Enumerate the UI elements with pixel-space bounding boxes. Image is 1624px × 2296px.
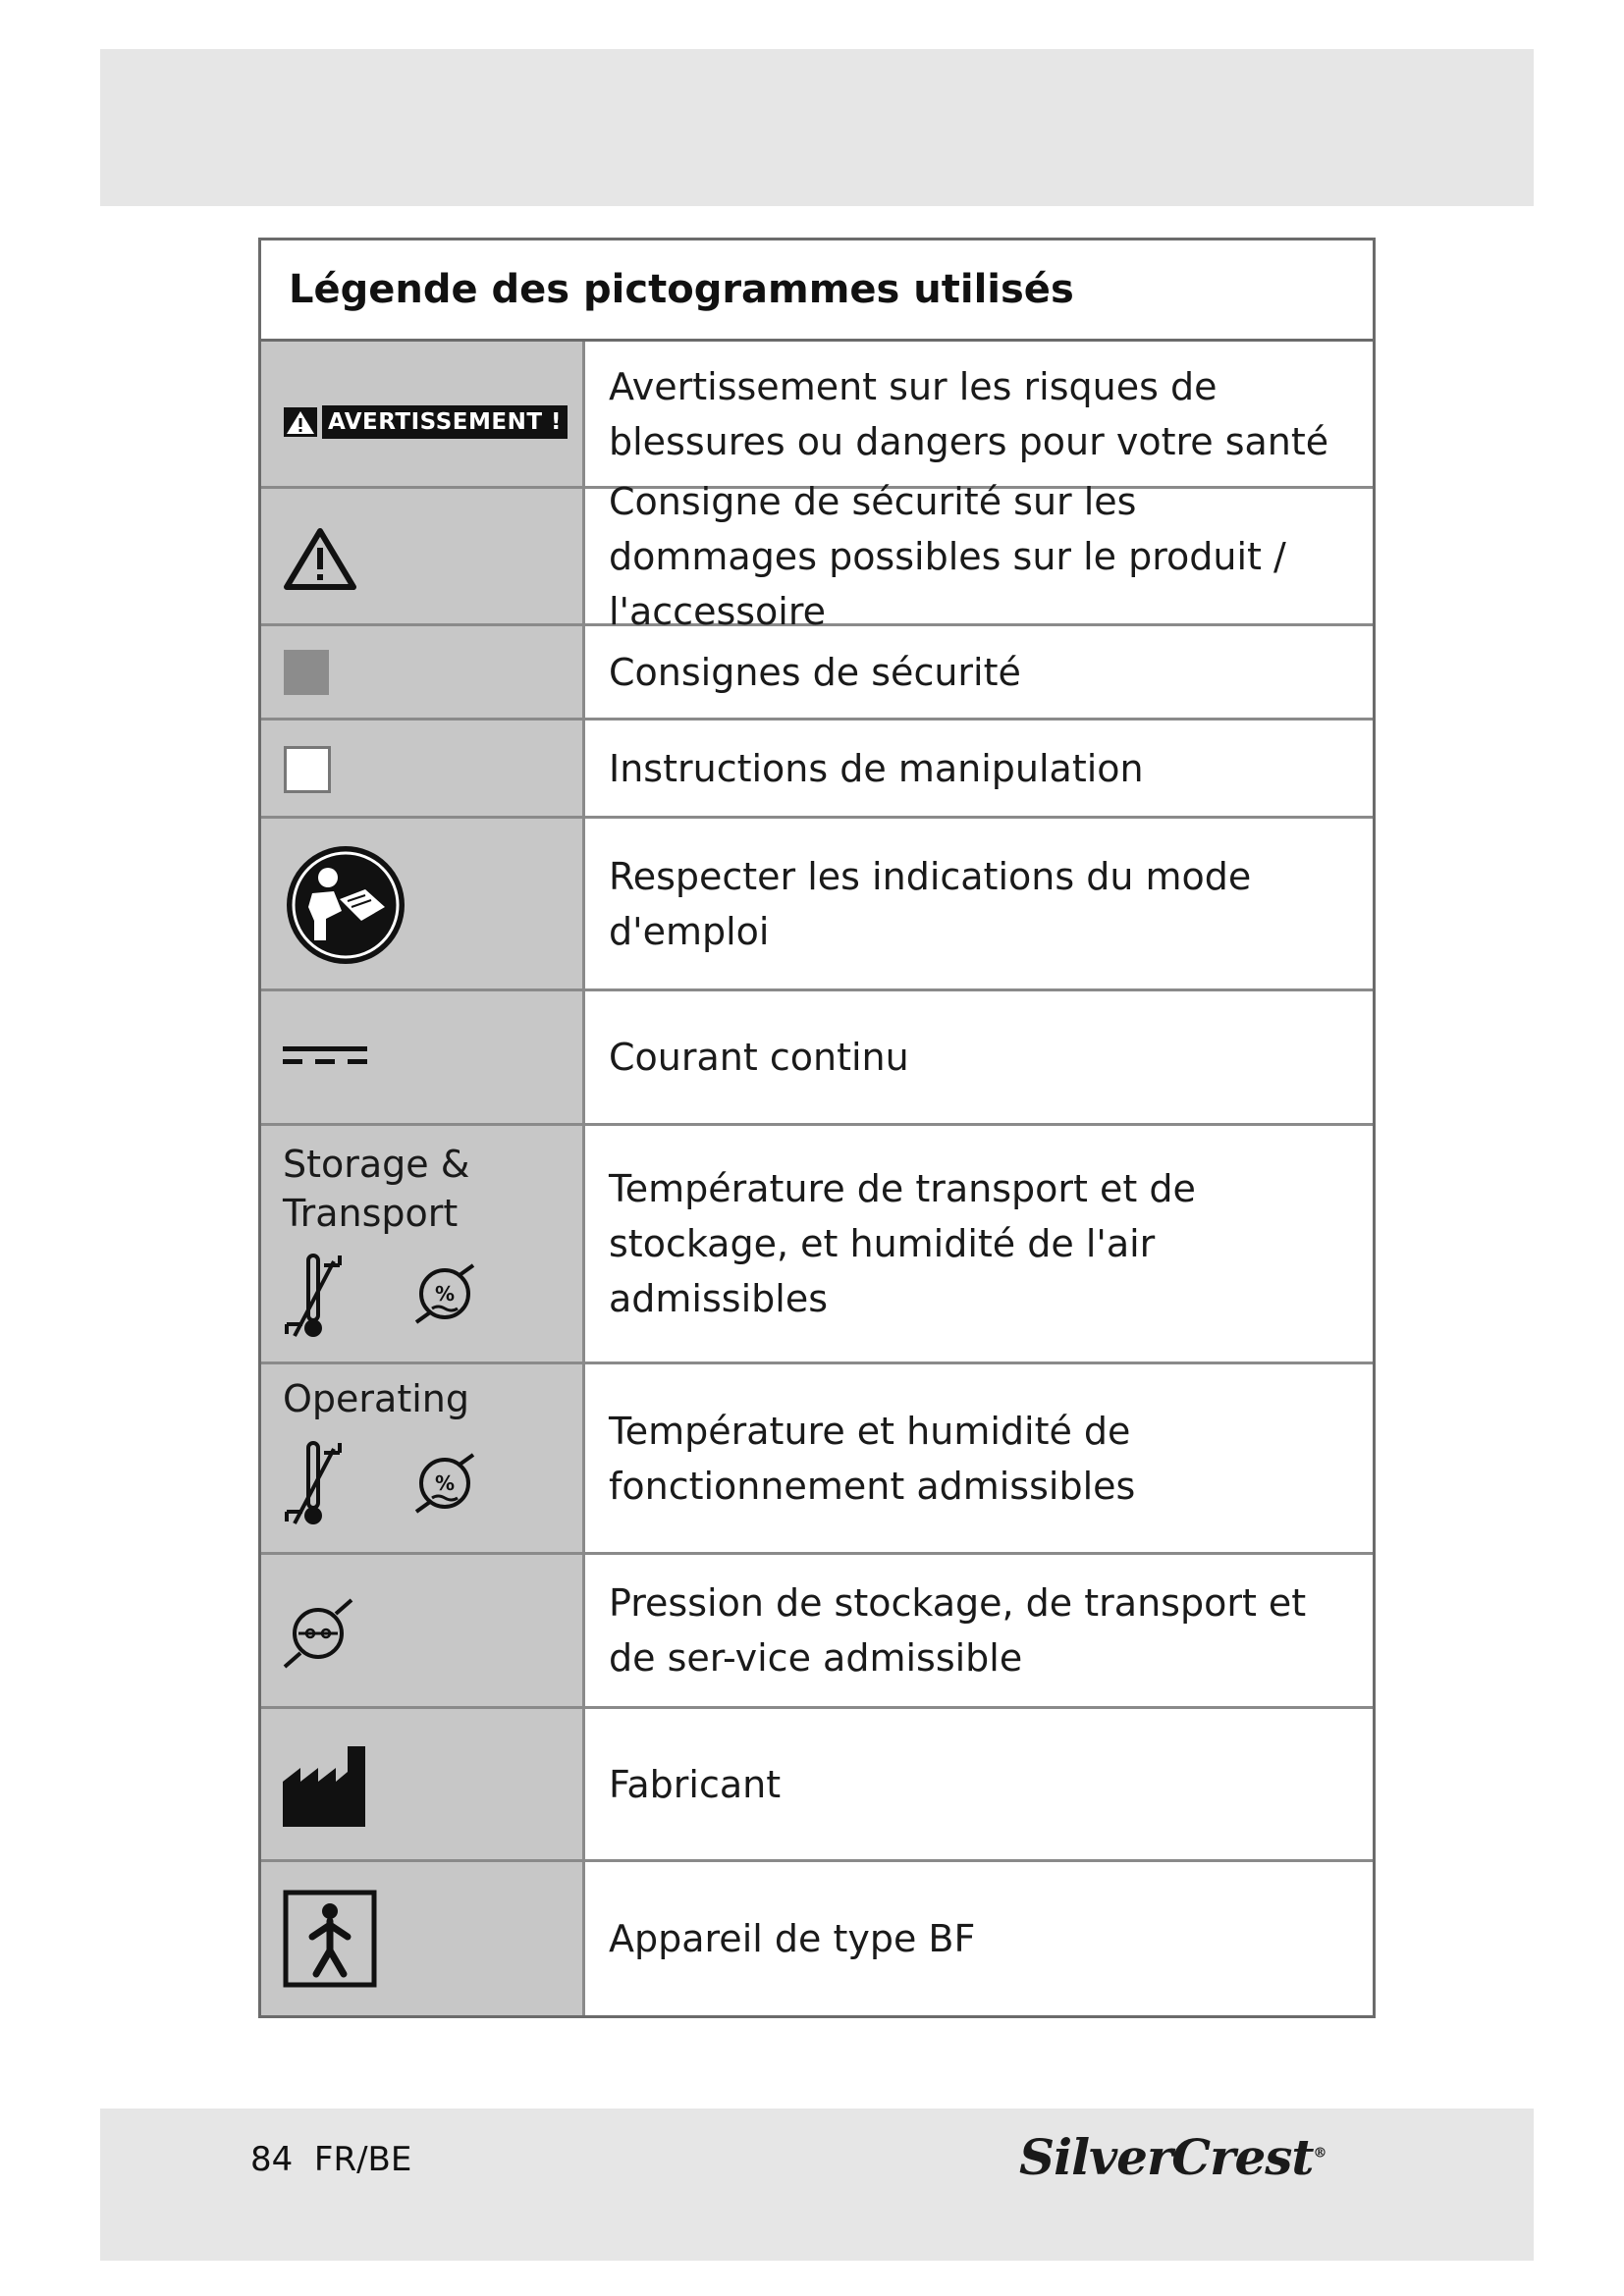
legend-row-storage bbox=[261, 1126, 1373, 1364]
legend-description: Température et humidité de fonctionnement admissibles bbox=[609, 1409, 1136, 1508]
symbol-cell bbox=[261, 489, 585, 623]
brand-name: SilverCrest bbox=[1019, 2128, 1314, 2186]
legend-description: Courant continu bbox=[609, 1036, 909, 1079]
symbol-cell bbox=[261, 1364, 585, 1552]
type-bf-icon bbox=[283, 1890, 377, 1988]
symbol-cell bbox=[261, 991, 585, 1123]
warning-banner-icon bbox=[284, 405, 568, 439]
warning-banner-text: AVERTISSEMENT ! bbox=[322, 405, 568, 439]
temperature-limit-icon bbox=[283, 1439, 352, 1529]
legend-description: Consignes de sécurité bbox=[609, 650, 1021, 694]
page-number: 84 bbox=[250, 2140, 294, 2179]
svg-text:%: % bbox=[434, 1282, 456, 1306]
brand-logo bbox=[1019, 2128, 1326, 2186]
legend-description: Respecter les indications du mode d'emploi bbox=[609, 854, 1252, 953]
legend-title: Légende des pictogrammes utilisés bbox=[261, 240, 1373, 342]
symbol-cell bbox=[261, 626, 585, 718]
symbol-cell bbox=[261, 819, 585, 988]
manufacturer-icon bbox=[281, 1742, 367, 1829]
pictogram-legend-table bbox=[258, 238, 1376, 2018]
direct-current-icon bbox=[283, 1044, 367, 1068]
pressure-limit-icon bbox=[281, 1596, 355, 1671]
empty-square-icon bbox=[284, 746, 331, 793]
warning-small-triangle-icon bbox=[284, 407, 317, 437]
legend-row-pressure bbox=[261, 1555, 1373, 1709]
svg-text:%: % bbox=[434, 1471, 456, 1495]
temperature-limit-icon bbox=[283, 1252, 352, 1342]
legend-description: Fabricant bbox=[609, 1762, 782, 1806]
warning-triangle-icon bbox=[283, 526, 357, 591]
page-locale: FR/BE bbox=[313, 2140, 412, 2179]
symbol-cell bbox=[261, 721, 585, 816]
storage-label-line1: Storage & bbox=[283, 1143, 470, 1186]
header-band bbox=[100, 49, 1534, 206]
symbol-cell bbox=[261, 1555, 585, 1706]
legend-row-operating bbox=[261, 1364, 1373, 1555]
humidity-limit-icon bbox=[412, 1451, 477, 1516]
legend-description: Température de transport et de stockage, et humidité de l'air admissibles bbox=[609, 1167, 1196, 1320]
legend-row-safety bbox=[261, 626, 1373, 721]
symbol-cell bbox=[261, 1709, 585, 1859]
symbol-cell bbox=[261, 342, 585, 486]
read-manual-icon bbox=[283, 842, 408, 968]
legend-description: Avertissement sur les risques de blessures ou dangers pour votre santé bbox=[609, 364, 1329, 463]
symbol-cell bbox=[261, 1126, 585, 1362]
registered-mark-icon: ® bbox=[1313, 2145, 1326, 2162]
legend-description: Pression de stockage, de transport et de ser-vice admissible bbox=[609, 1581, 1307, 1680]
legend-row-instructions bbox=[261, 721, 1373, 819]
legend-row-type-bf bbox=[261, 1862, 1373, 2015]
legend-row-dc bbox=[261, 991, 1373, 1126]
legend-row-manual bbox=[261, 819, 1373, 991]
legend-description: Appareil de type BF bbox=[609, 1917, 976, 1960]
legend-row-manufacturer bbox=[261, 1709, 1373, 1862]
legend-row-caution bbox=[261, 479, 1373, 633]
storage-label-line2: Transport bbox=[283, 1192, 459, 1235]
operating-label: Operating bbox=[283, 1377, 469, 1420]
legend-description: Instructions de manipulation bbox=[609, 746, 1144, 790]
legend-row-warning bbox=[261, 342, 1373, 489]
legend-description: Consigne de sécurité sur les dommages possibles sur le produit / l'accessoire bbox=[609, 479, 1286, 633]
filled-square-icon bbox=[284, 650, 329, 695]
humidity-limit-icon bbox=[412, 1261, 477, 1326]
page-footer-number bbox=[250, 2140, 411, 2179]
symbol-cell bbox=[261, 1862, 585, 2015]
